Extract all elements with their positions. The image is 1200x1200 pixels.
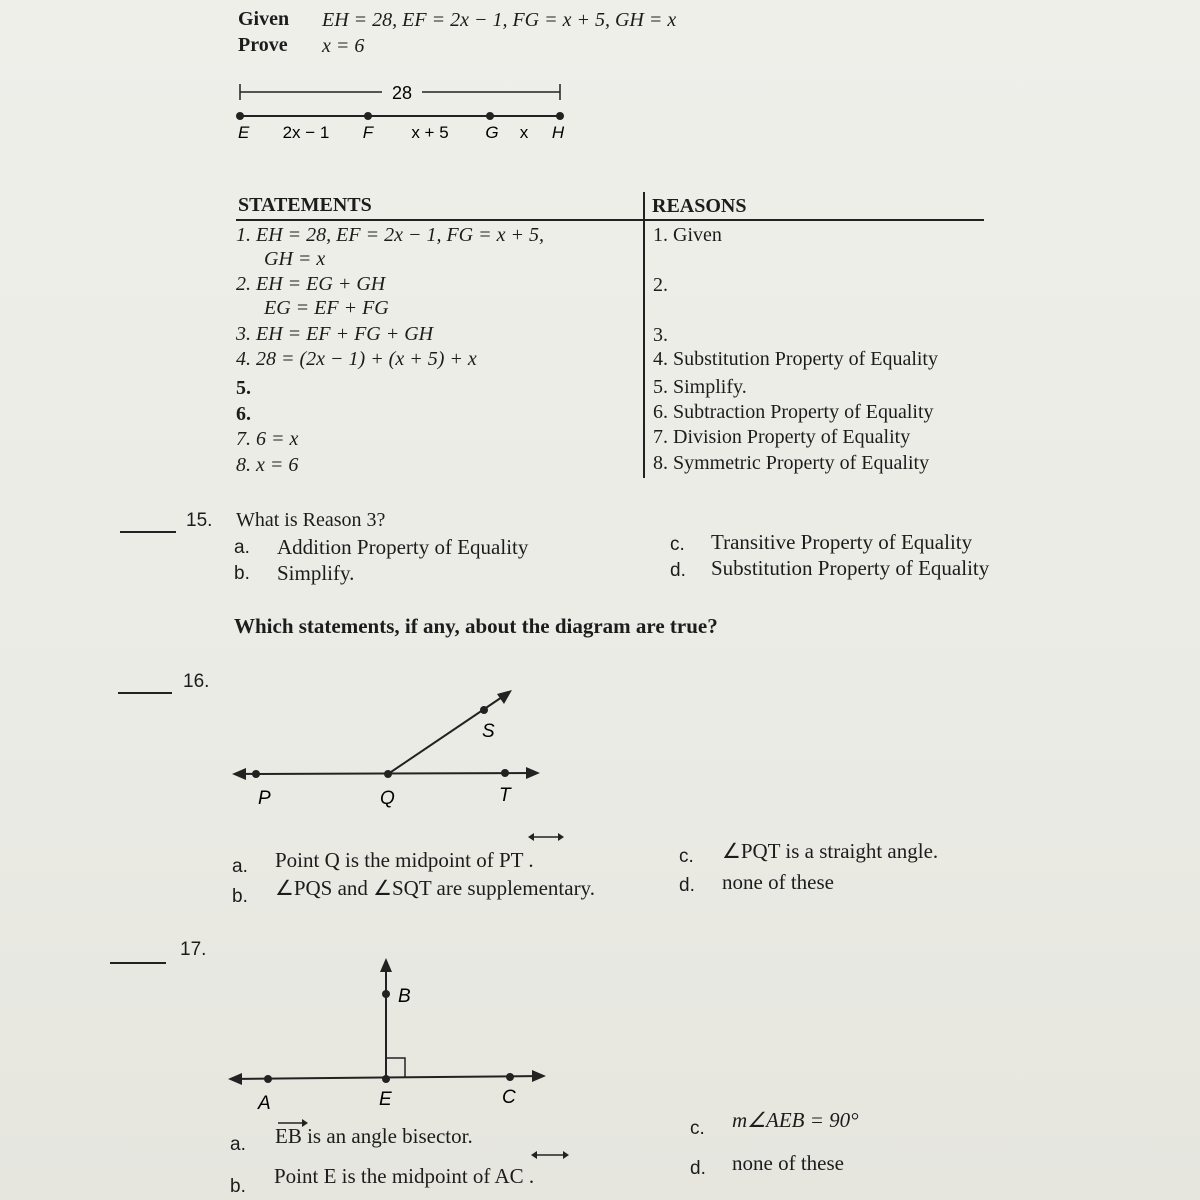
point-e-label: E <box>238 123 250 142</box>
reason-4: 4. Substitution Property of Equality <box>653 348 938 370</box>
q17-d-letter[interactable]: d. <box>690 1158 706 1179</box>
q17-diagram <box>0 950 1200 1120</box>
reasons-header: REASONS <box>652 195 747 217</box>
reason-7: 7. Division Property of Equality <box>653 426 911 448</box>
arrow-right-icon <box>532 1070 546 1082</box>
point-b-dot <box>382 990 390 998</box>
q16-c-letter[interactable]: c. <box>679 846 694 867</box>
statement-8: 8. x = 6 <box>236 454 299 476</box>
reason-1: 1. Given <box>653 224 722 246</box>
segment-gh-label: x <box>519 123 529 142</box>
point-e-label: E <box>379 1089 392 1110</box>
q16-diagram <box>0 680 1200 810</box>
arrow-right-icon <box>526 767 540 779</box>
q17-c-text[interactable]: m∠AEB = 90° <box>732 1108 859 1132</box>
point-a-dot <box>264 1075 272 1083</box>
point-t-dot <box>501 769 509 777</box>
statements-header: STATEMENTS <box>238 194 372 216</box>
statement-7: 7. 6 = x <box>236 428 299 450</box>
line-pt-overline-icon <box>528 830 564 848</box>
statement-2: 2. EH = EG + GH <box>236 273 386 295</box>
length-label: 28 <box>391 83 413 103</box>
q16-a-letter[interactable]: a. <box>232 856 248 877</box>
statement-3: 3. EH = EF + FG + GH <box>236 323 434 345</box>
point-a-label: A <box>258 1093 271 1114</box>
point-p-dot <box>252 770 260 778</box>
point-c-dot <box>506 1073 514 1081</box>
ray-arrow-icon <box>497 690 512 704</box>
line-ac-overline-icon <box>531 1148 569 1166</box>
arrow-left-icon <box>228 1073 242 1085</box>
point-e-dot <box>382 1075 390 1083</box>
q16-b-text[interactable]: ∠PQS and ∠SQT are supplementary. <box>275 876 595 900</box>
q16-d-text[interactable]: none of these <box>722 870 834 894</box>
segment-diagram <box>0 0 1200 150</box>
point-g-dot <box>486 112 494 120</box>
right-angle-mark-icon <box>386 1058 405 1077</box>
q15-answer-blank[interactable] <box>120 531 176 533</box>
ray-up-arrow-icon <box>380 958 392 972</box>
prove-text: x = 6 <box>322 35 365 57</box>
q17-number: 17. <box>180 939 207 960</box>
section-prompt: Which statements, if any, about the diagram are true? <box>234 614 718 638</box>
q15-c-text[interactable]: Transitive Property of Equality <box>711 530 973 554</box>
statement-1: 1. EH = 28, EF = 2x − 1, FG = x + 5, <box>236 224 544 246</box>
point-s-dot <box>480 706 488 714</box>
table-column-divider <box>643 192 645 478</box>
point-q-dot <box>384 770 392 778</box>
reason-5: 5. Simplify. <box>653 376 747 398</box>
prove-label: Prove <box>238 34 288 56</box>
q15-b-letter[interactable]: b. <box>234 563 250 584</box>
q15-a-text[interactable]: Addition Property of Equality <box>277 535 529 559</box>
given-text: EH = 28, EF = 2x − 1, FG = x + 5, GH = x <box>322 9 677 31</box>
statement-2-cont: EG = EF + FG <box>264 297 389 319</box>
segment-ef-label: 2x − 1 <box>282 123 330 142</box>
q17-a-letter[interactable]: a. <box>230 1134 246 1155</box>
q15-c-letter[interactable]: c. <box>670 534 685 555</box>
reason-8: 8. Symmetric Property of Equality <box>653 452 930 474</box>
statement-5: 5. <box>236 377 251 399</box>
q17-c-letter[interactable]: c. <box>690 1118 705 1139</box>
point-e-dot <box>236 112 244 120</box>
q16-number: 16. <box>183 671 210 692</box>
q15-question: What is Reason 3? <box>236 509 386 531</box>
reason-3: 3. <box>653 324 668 346</box>
given-label: Given <box>238 8 290 30</box>
point-c-label: C <box>502 1087 516 1108</box>
point-q-label: Q <box>380 788 395 809</box>
q16-a-text[interactable]: Point Q is the midpoint of PT . <box>275 848 534 872</box>
point-t-label: T <box>499 785 511 806</box>
table-header-rule <box>236 219 984 221</box>
q17-a-text[interactable]: EB is an angle bisector. <box>275 1124 473 1148</box>
q16-d-letter[interactable]: d. <box>679 875 695 896</box>
q15-d-letter[interactable]: d. <box>670 560 686 581</box>
q17-b-text[interactable]: Point E is the midpoint of AC . <box>274 1164 535 1188</box>
arrow-left-icon <box>232 768 246 780</box>
q15-d-text[interactable]: Substitution Property of Equality <box>711 556 990 580</box>
point-b-label: B <box>398 986 411 1007</box>
statement-6: 6. <box>236 403 251 425</box>
q15-number: 15. <box>186 510 213 531</box>
point-f-dot <box>364 112 372 120</box>
q17-d-text[interactable]: none of these <box>732 1151 844 1175</box>
point-g-label: G <box>485 123 499 142</box>
point-h-dot <box>556 112 564 120</box>
q16-c-text[interactable]: ∠PQT is a straight angle. <box>722 839 939 863</box>
reason-2: 2. <box>653 274 668 296</box>
point-p-label: P <box>258 788 271 809</box>
statement-1-cont: GH = x <box>264 248 326 270</box>
segment-fg-label: x + 5 <box>411 123 449 142</box>
point-s-label: S <box>482 721 495 742</box>
statement-4: 4. 28 = (2x − 1) + (x + 5) + x <box>236 348 477 370</box>
q16-b-letter[interactable]: b. <box>232 886 248 907</box>
point-h-label: H <box>551 123 565 142</box>
q15-b-text[interactable]: Simplify. <box>277 561 355 585</box>
q15-a-letter[interactable]: a. <box>234 537 250 558</box>
point-f-label: F <box>362 123 374 142</box>
reason-6: 6. Subtraction Property of Equality <box>653 401 934 423</box>
q17-b-letter[interactable]: b. <box>230 1176 246 1197</box>
